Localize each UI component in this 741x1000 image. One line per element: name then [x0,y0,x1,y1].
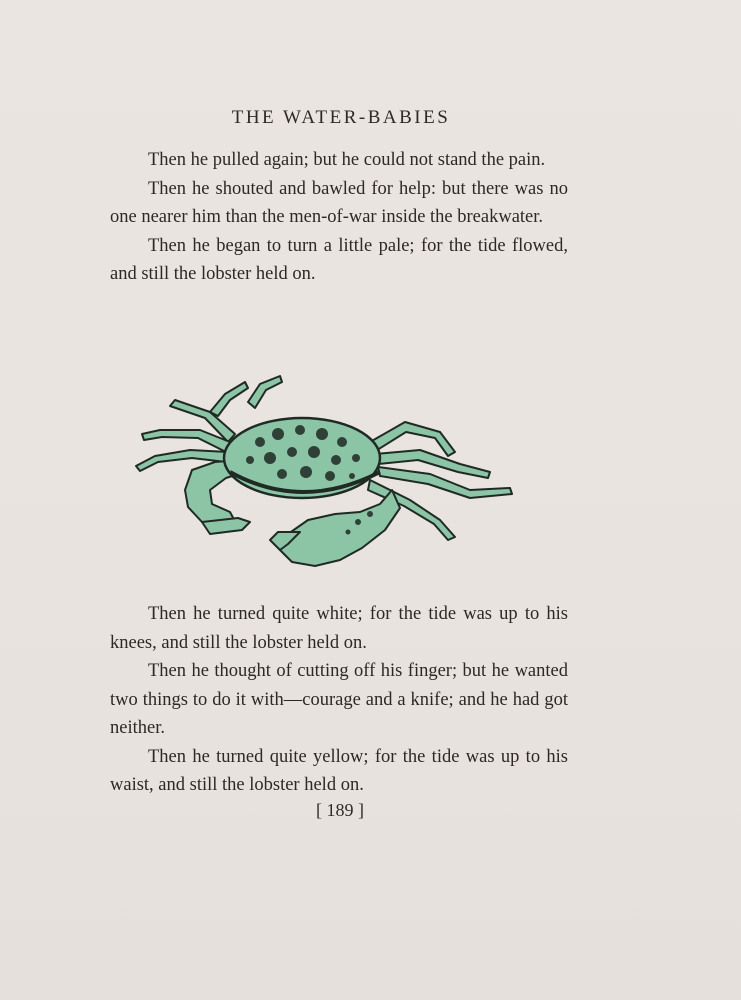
paragraph: Then he turned quite white; for the tide was up to his knees, and still the lobster held on. [110,604,568,653]
text-block-top [110,146,568,289]
text-block-bottom [110,600,568,800]
paragraph: Then he turned quite yellow; for the tide was up to his waist, and still the lobster held on. [110,746,568,795]
paragraph: Then he pulled again; but he could not stand the pain. [148,150,546,170]
crab-illustration [130,372,540,572]
page-number: [ 189 ] [316,800,364,820]
paragraph: Then he began to turn a little pale; for the tide flowed, and still the lobster held on. [110,235,568,284]
paragraph: Then he thought of cutting off his finger; but he wanted two things to do it with—courage and a knife; and he had got neither. [110,661,568,738]
paragraph: Then he shouted and bawled for help: but there was no one nearer him than the men-of-war inside the breakwater. [110,178,568,227]
running-head: THE WATER-BABIES [231,107,451,128]
